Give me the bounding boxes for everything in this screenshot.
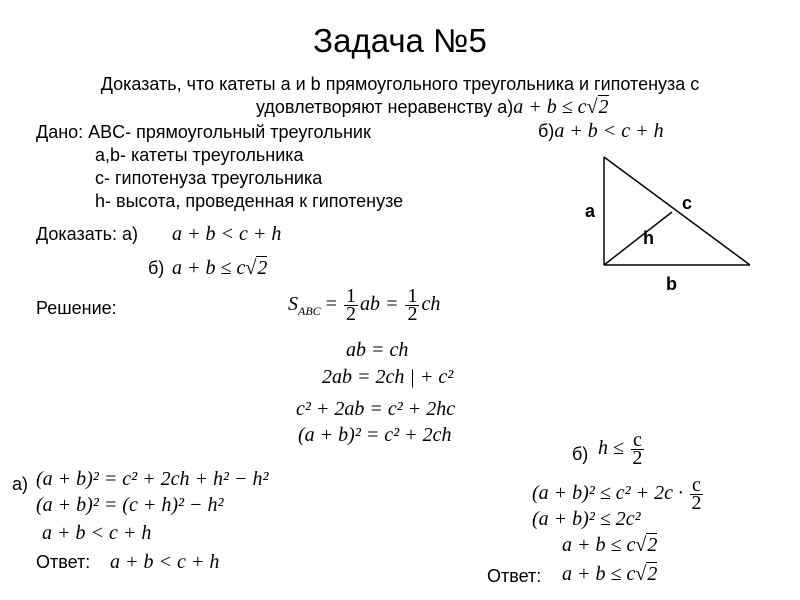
statement-line-1: Доказать, что катеты a и b прямоугольного треугольника и гипотенуза c [100, 74, 700, 94]
statement-ineq-a: a + b ≤ c√2 [513, 96, 609, 118]
solution-line-2: ab = ch [346, 339, 409, 361]
part-a-answer: a + b < c + h [110, 551, 220, 573]
statement-line-2-text: удовлетворяют неравенству а) [256, 97, 514, 117]
triangle-label-h: h [643, 228, 654, 248]
part-b-line-3: (a + b)² ≤ 2c² [532, 508, 641, 530]
part-b-line-1: h ≤ $\frac{c}{2}$ [598, 432, 643, 466]
triangle-label-a: a [585, 201, 596, 221]
page-title: Задача №5 [313, 22, 487, 59]
given-line-2: a,b- катеты треугольника [95, 145, 304, 165]
part-a-line-2: (a + b)² = (c + h)² − h² [36, 494, 224, 516]
prove-label: Доказать: [36, 224, 117, 244]
part-b-label: б) [572, 444, 589, 464]
given-text-1: ABC- прямоугольный треугольник [88, 122, 371, 142]
statement-ineq-b: a + b < c + h [554, 120, 664, 142]
solution-line-5: (a + b)² = c² + 2ch [298, 424, 452, 446]
solution-line-4: c² + 2ab = c² + 2hc [296, 398, 456, 420]
part-b-answer-label: Ответ: [487, 566, 542, 586]
part-a-line-3: a + b < c + h [42, 522, 152, 544]
altitude-h [604, 212, 672, 265]
given-line-4: h- высота, проведенная к гипотенузе [95, 191, 404, 211]
given-label: Дано: [36, 122, 84, 142]
part-a-answer-label: Ответ: [36, 552, 91, 572]
given-line-3: c- гипотенуза треугольника [95, 168, 323, 188]
part-a-line-1: (a + b)² = c² + 2ch + h² − h² [36, 468, 269, 490]
prove-b-expr: a + b ≤ c√2 [172, 257, 268, 279]
solution-line-1: $S_{ABC}$ = $\frac{1}{2}$ ab = $\frac{1}{2}$ ch [288, 285, 441, 325]
solution-line-3: 2ab = 2ch | + c² [322, 366, 454, 388]
part-b-line-4: a + b ≤ c√2 [562, 534, 658, 556]
part-b-line-2: (a + b)² ≤ c² + 2c · $\frac{c}{2}$ [532, 474, 702, 514]
prove-a-label: а) [122, 224, 139, 244]
statement-b-label: б) [538, 121, 555, 141]
part-b-answer: a + b ≤ c√2 [562, 563, 658, 585]
triangle-label-b: b [666, 274, 677, 294]
prove-a-expr: a + b < c + h [172, 223, 282, 245]
part-a-label: а) [12, 474, 29, 494]
triangle-label-c: c [682, 193, 693, 213]
solution-label: Решение: [36, 298, 117, 318]
prove-b-label: б) [148, 258, 165, 278]
